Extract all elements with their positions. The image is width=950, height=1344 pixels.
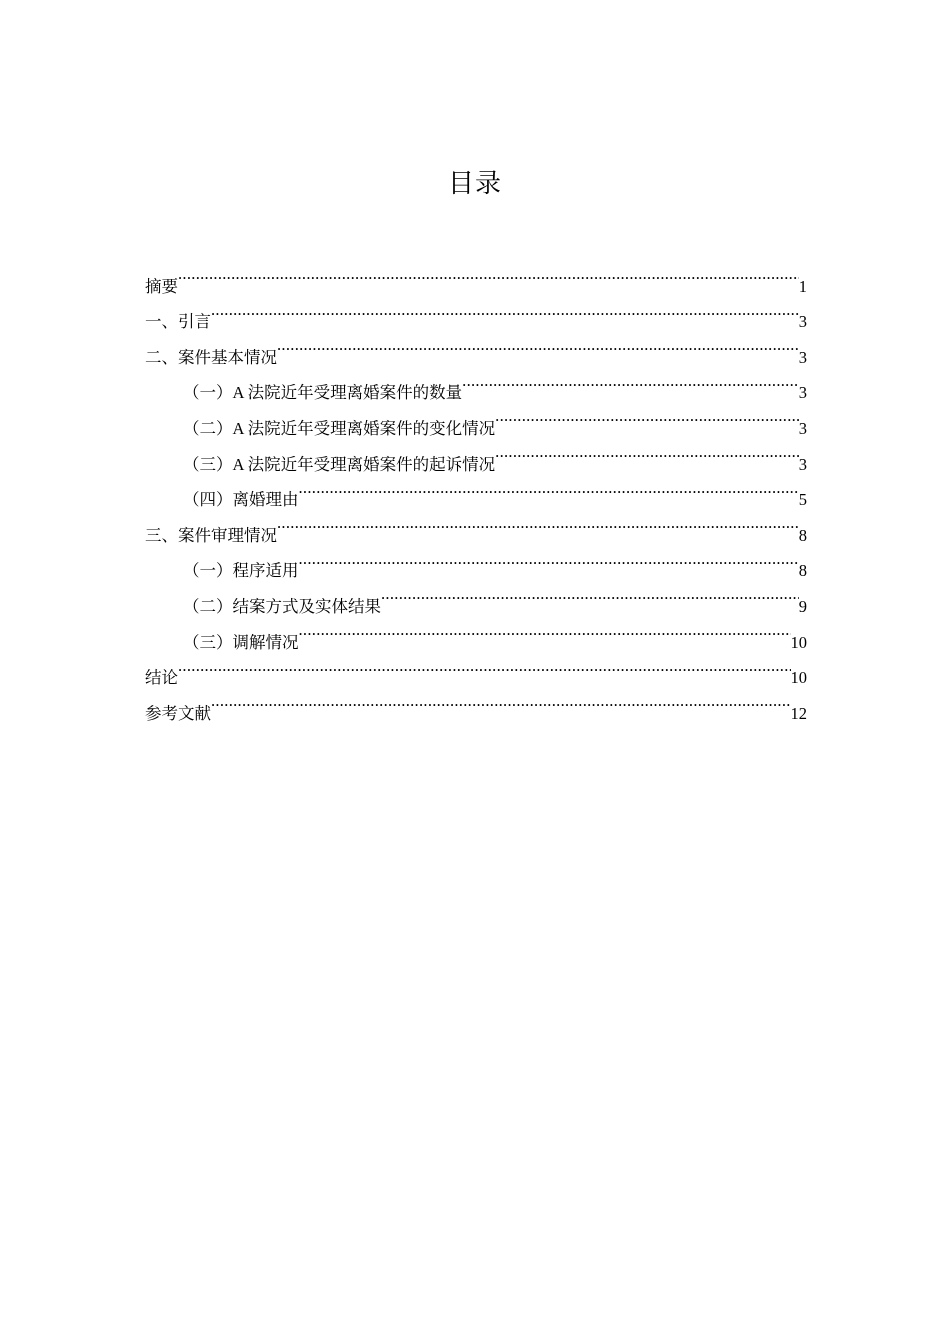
toc-dot-leader xyxy=(299,541,799,577)
toc-page-number: 3 xyxy=(798,312,807,332)
toc-dot-leader xyxy=(299,470,799,506)
toc-dot-leader xyxy=(495,434,799,470)
toc-title: 目录 xyxy=(447,169,502,199)
toc-page-number: 8 xyxy=(798,561,807,581)
toc-dot-leader xyxy=(178,256,799,292)
toc-dot-leader xyxy=(277,327,799,363)
toc-page-number: 10 xyxy=(790,632,807,652)
toc-page-number: 3 xyxy=(798,418,807,438)
toc-page-number: 3 xyxy=(798,383,807,403)
toc-entry-conclusion[interactable] xyxy=(145,648,807,688)
toc-dot-leader xyxy=(211,683,791,719)
toc-entry-label: 结论 xyxy=(145,668,178,688)
toc-page-number: 3 xyxy=(798,347,807,367)
toc-dot-leader xyxy=(495,398,799,434)
toc-dot-leader xyxy=(211,292,799,328)
toc-page-number: 12 xyxy=(790,703,807,723)
toc-entry-label: 三、案件审理情况 xyxy=(145,525,277,545)
toc-entry-label: （二）结案方式及实体结果 xyxy=(183,596,381,616)
toc-page-number: 10 xyxy=(790,668,807,688)
toc-entry-label: （二）A 法院近年受理离婚案件的变化情况 xyxy=(183,418,496,438)
toc-page-number: 9 xyxy=(798,596,807,616)
toc-dot-leader xyxy=(178,648,791,684)
toc-entry-label: 参考文献 xyxy=(145,703,211,723)
toc-dot-leader xyxy=(277,505,799,541)
toc-entry-introduction[interactable] xyxy=(145,292,807,332)
toc-dot-leader xyxy=(381,576,799,612)
toc-dot-leader xyxy=(299,612,791,648)
toc-dot-leader xyxy=(462,363,799,399)
toc-entry-label: （一）程序适用 xyxy=(183,561,299,581)
toc-page-number: 1 xyxy=(798,276,807,296)
toc-entry-label: 摘要 xyxy=(145,276,178,296)
toc-entry-abstract[interactable] xyxy=(145,256,807,296)
toc-entry-label: 一、引言 xyxy=(145,312,211,332)
toc-entry-references[interactable] xyxy=(145,683,807,723)
toc-page-number: 8 xyxy=(798,525,807,545)
toc-entry-label: 二、案件基本情况 xyxy=(145,347,277,367)
toc-page-number: 5 xyxy=(798,490,807,510)
toc-entry-label: （三）A 法院近年受理离婚案件的起诉情况 xyxy=(183,454,496,474)
toc-entry-case-overview[interactable] xyxy=(145,327,807,367)
toc-entry-label: （四）离婚理由 xyxy=(183,490,299,510)
toc-entry-label: （三）调解情况 xyxy=(183,632,299,652)
toc-list xyxy=(145,256,807,723)
toc-page-number: 3 xyxy=(798,454,807,474)
toc-entry-label: （一）A 法院近年受理离婚案件的数量 xyxy=(183,383,463,403)
